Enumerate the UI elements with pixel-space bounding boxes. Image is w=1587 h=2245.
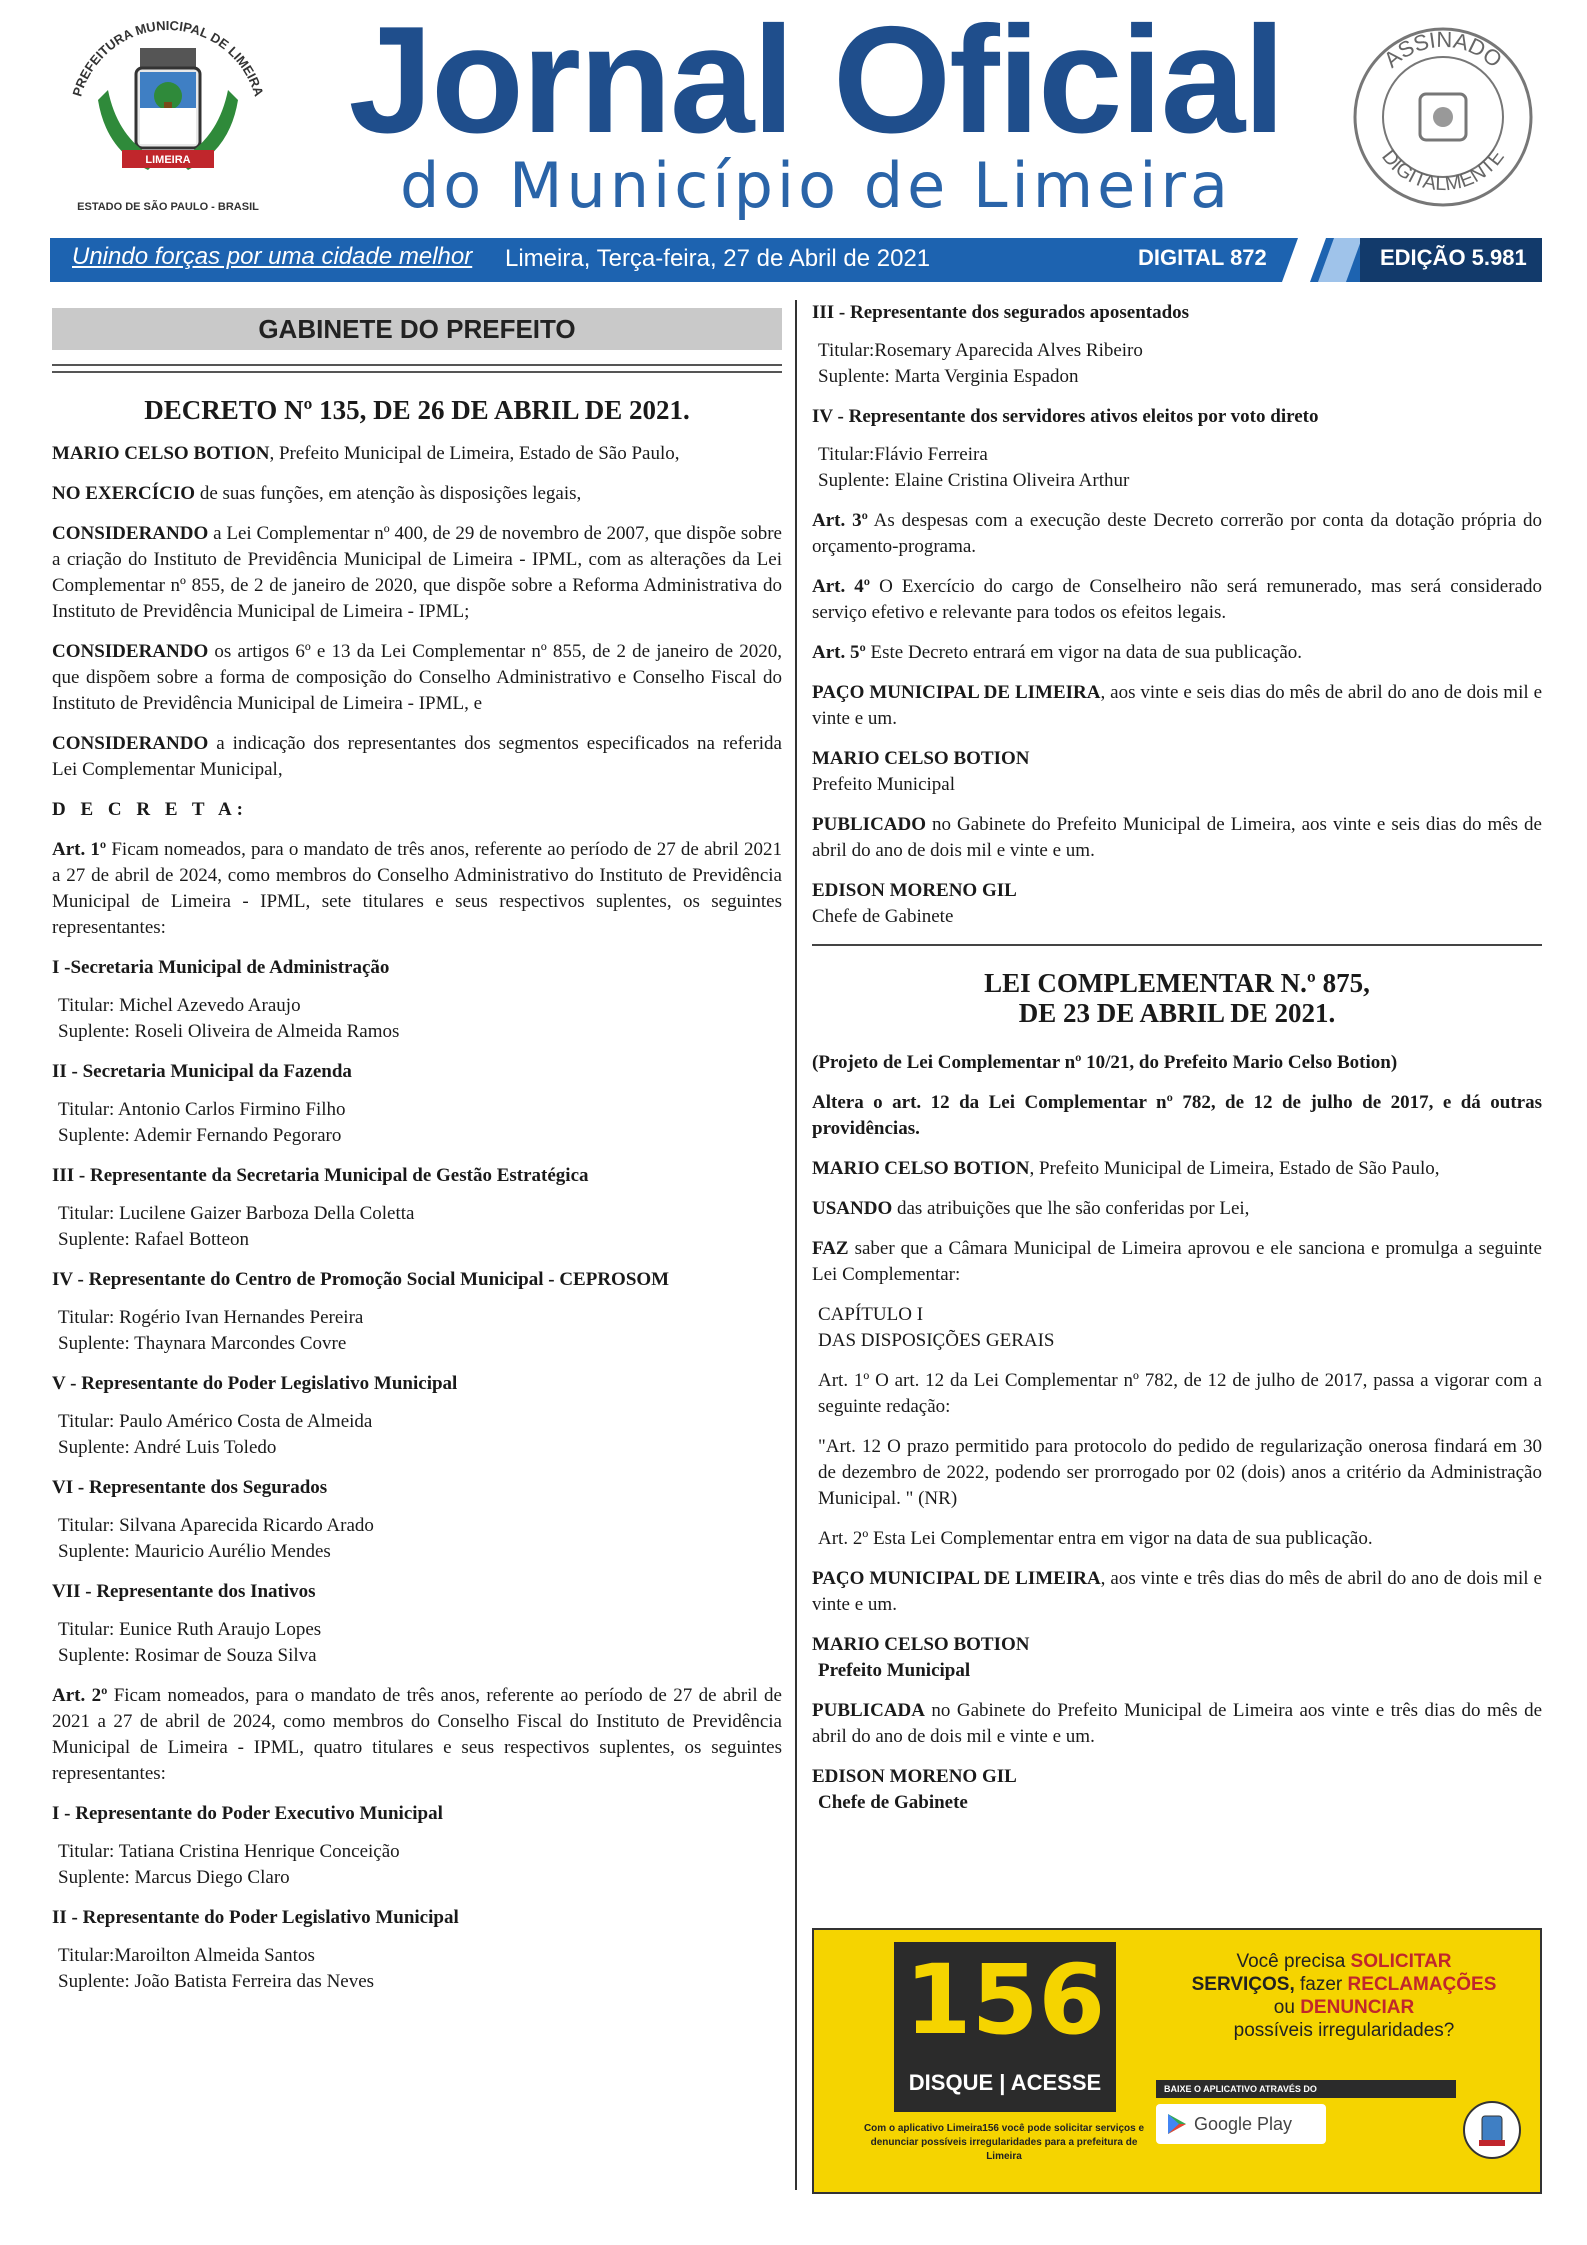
paragraph: CONSIDERANDO os artigos 6º e 13 da Lei Complementar nº 855, de 2 de janeiro de 2020, que dispõem sobre a forma de composição do Conselho Administrativo e Conselho Fiscal do Instituto de Previdência Municipal de Limeira - IPML, e: [52, 641, 782, 714]
slogan: Unindo forças por uma cidade melhor: [72, 243, 473, 270]
signature: EDISON MORENO GIL Chefe de Gabinete: [812, 1766, 1017, 1813]
paragraph: PAÇO MUNICIPAL DE LIMEIRA, aos vinte e três dias do mês de abril do ano de dois mil e vinte e um.: [812, 1568, 1542, 1615]
group: II - Representante do Poder Legislativo Municipal Titular:Maroilton Almeida Santos Suplente: João Batista Ferreira das Neves: [52, 1907, 459, 1992]
group: III - Representante dos segurados aposentados Titular:Rosemary Aparecida Alves Ribeiro Suplente: Marta Verginia Espadon: [812, 302, 1190, 387]
ad-description: Com o aplicativo Limeira156 você pode solicitar serviços e denunciar possíveis irregularidades para a prefeitura de Limeira: [863, 2123, 1145, 2162]
right-column: [812, 300, 1542, 1830]
group: IV - Representante do Centro de Promoção Social Municipal - CEPROSOM Titular: Rogério Ivan Hernandes Pereira Suplente: Thaynara Marcondes Covre: [52, 1269, 670, 1354]
group: II - Secretaria Municipal da Fazenda Titular: Antonio Carlos Firmino Filho Suplente: Ademir Fernando Pegoraro: [52, 1061, 352, 1146]
group: III - Representante da Secretaria Municipal de Gestão Estratégica Titular: Lucilene Gaizer Barboza Della Coletta Suplente: Rafael Botteon: [52, 1165, 589, 1250]
signature: MARIO CELSO BOTION Prefeito Municipal: [812, 1634, 1030, 1681]
signature: EDISON MORENO GIL Chefe de Gabinete: [812, 880, 1017, 927]
paragraph: MARIO CELSO BOTION, Prefeito Municipal de Limeira, Estado de São Paulo,: [812, 1158, 1440, 1179]
paragraph: PAÇO MUNICIPAL DE LIMEIRA, aos vinte e seis dias do mês de abril do ano de dois mil e vinte e um.: [812, 682, 1542, 729]
limeira-156-advertisement: [812, 1928, 1542, 2194]
ad-number: 156: [904, 1944, 1106, 2056]
paragraph: MARIO CELSO BOTION, Prefeito Municipal de Limeira, Estado de São Paulo,: [52, 443, 680, 464]
header-band: [50, 238, 1542, 282]
ad-disque: DISQUE | ACESSE: [908, 2070, 1102, 2095]
decree-title: DECRETO Nº 135, DE 26 DE ABRIL DE 2021.: [144, 395, 690, 425]
horizontal-rule: [812, 944, 1542, 946]
svg-text:DIGITALMENTE: [1377, 146, 1509, 195]
chapter-heading: CAPÍTULO I DAS DISPOSIÇÕES GERAIS: [818, 1304, 1055, 1351]
group: IV - Representante dos servidores ativos eleitos por voto direto Titular:Flávio Ferreira Suplente: Elaine Cristina Oliveira Arthur: [812, 406, 1319, 491]
double-rule: [52, 364, 782, 373]
article: Art. 3º As despesas com a execução deste Decreto correrão por conta da dotação própria do orçamento-programa.: [812, 510, 1542, 557]
seal-banner: LIMEIRA: [145, 154, 191, 166]
journal-title: Jornal Oficial: [348, 0, 1284, 165]
article: Art. 2º Ficam nomeados, para o mandato de três anos, referente ao período de 27 de abril de 2021 a 27 de abril de 2024, como membros do Conselho Fiscal do Instituto de Previdência Municipal de Limeira - IPML, quatro titulares e seus respectivos suplentes, os seguintes representantes:: [52, 1685, 782, 1784]
masthead: [0, 0, 1587, 290]
paragraph: CONSIDERANDO a indicação dos representantes dos segmentos especificados na referida Lei Complementar Municipal,: [52, 733, 782, 780]
seal-arc-text: PREFEITURA MUNICIPAL DE LIMEIRA: [69, 17, 267, 99]
band-stripe: [1318, 238, 1362, 282]
paragraph: FAZ saber que a Câmara Municipal de Limeira aprovou e ele sanciona e promulga a seguinte Lei Complementar:: [812, 1238, 1542, 1285]
paragraph: NO EXERCÍCIO de suas funções, em atenção às disposições legais,: [52, 483, 582, 504]
ad-question: Você precisa SOLICITAR SERVIÇOS, fazer RECLAMAÇÕES ou DENUNCIAR possíveis irregularidades?: [1191, 1951, 1497, 2041]
law-project: (Projeto de Lei Complementar nº 10/21, do Prefeito Mario Celso Botion): [812, 1052, 1398, 1073]
publication-date: Limeira, Terça-feira, 27 de Abril de 2021: [505, 245, 931, 272]
article: Art. 1º O art. 12 da Lei Complementar nº 782, de 12 de julho de 2017, passa a vigorar com a seguinte redação:: [818, 1370, 1542, 1417]
group: I -Secretaria Municipal de Administração Titular: Michel Azevedo Araujo Suplente: Roseli Oliveira de Almeida Ramos: [52, 957, 400, 1042]
law-title: LEI COMPLEMENTAR N.º 875, DE 23 DE ABRIL DE 2021.: [984, 968, 1370, 1028]
section-heading: GABINETE DO PREFEITO: [52, 308, 782, 350]
seal-signed-bottom: DIGITALMENTE: [1377, 145, 1509, 196]
municipal-coat-of-arms-icon: [48, 10, 288, 225]
article: Art. 1º Ficam nomeados, para o mandato de três anos, referente ao período de 27 de abril 2021 a 27 de abril de 2024, como membros do Conselho Administrativo do Instituto de Previdência Municipal de Limeira - IPML, sete titulares e seus respectivos suplentes, os seguintes representantes:: [52, 839, 782, 938]
paragraph: PUBLICADO no Gabinete do Prefeito Municipal de Limeira, aos vinte e seis dias do mês de abril do ano de dois mil e vinte e um.: [812, 814, 1542, 861]
seal-state: ESTADO DE SÃO PAULO - BRASIL: [77, 201, 259, 213]
group: VI - Representante dos Segurados Titular: Silvana Aparecida Ricardo Arado Suplente: Mauricio Aurélio Mendes: [52, 1477, 374, 1562]
column-divider: [795, 300, 797, 2190]
digitally-signed-seal-icon: [1348, 22, 1538, 212]
digital-number: DIGITAL 872: [1138, 245, 1267, 270]
law-ementa: Altera o art. 12 da Lei Complementar nº 782, de 12 de julho de 2017, e dá outras providências.: [812, 1092, 1542, 1139]
svg-text:ASSINADO: [1379, 27, 1507, 73]
google-play-label: Google Play: [1194, 2114, 1293, 2134]
article: Art. 5º Este Decreto entrará em vigor na data de sua publicação.: [812, 642, 1303, 663]
group: I - Representante do Poder Executivo Municipal Titular: Tatiana Cristina Henrique Conceição Suplente: Marcus Diego Claro: [52, 1803, 443, 1888]
seal-signed-top: ASSINADO: [1378, 26, 1507, 73]
group: V - Representante do Poder Legislativo Municipal Titular: Paulo Américo Costa de Almeida Suplente: André Luis Toledo: [52, 1373, 458, 1458]
paragraph: USANDO das atribuições que lhe são conferidas por Lei,: [812, 1198, 1250, 1219]
signature: MARIO CELSO BOTION Prefeito Municipal: [812, 748, 1030, 795]
left-column: [52, 300, 782, 2009]
municipal-seal-icon: [1462, 2100, 1522, 2160]
ad-footer-strip: [1156, 2170, 1456, 2180]
group: VII - Representante dos Inativos Titular: Eunice Ruth Araujo Lopes Suplente: Rosimar de Souza Silva: [52, 1581, 322, 1666]
edition-number: EDIÇÃO 5.981: [1380, 245, 1527, 270]
ad-app-bar: BAIXE O APLICATIVO ATRAVÉS DO: [1156, 2080, 1456, 2098]
article: Art. 4º O Exercício do cargo de Conselheiro não será remunerado, mas será considerado serviço efetivo e relevante para todos os efeitos legais.: [812, 576, 1543, 623]
article: Art. 2º Esta Lei Complementar entra em vigor na data de sua publicação.: [818, 1528, 1373, 1549]
quote: "Art. 12 O prazo permitido para protocolo do pedido de regularização onerosa findará em 30 de dezembro de 2022, podendo ser prorrogado por 02 (dois) anos a critério da Administração Municipal. " (NR): [818, 1436, 1542, 1509]
google-play-icon: [1166, 2112, 1188, 2136]
decreta-heading: D E C R E T A:: [52, 799, 248, 820]
journal-subtitle: do Município de Limeira: [399, 149, 1233, 222]
paragraph: CONSIDERANDO a Lei Complementar nº 400, de 29 de novembro de 2007, que dispõe sobre a criação do Instituto de Previdência Municipal de Limeira - IPML, com as alterações da Lei Complementar nº 855, de 2 de janeiro de 2020, que dispõe sobre a Reforma Administrativa do Instituto de Previdência Municipal de Limeira - IPML;: [52, 523, 782, 622]
paragraph: PUBLICADA no Gabinete do Prefeito Municipal de Limeira aos vinte e três dias do mês de abril do ano de dois mil e vinte e um.: [812, 1700, 1542, 1747]
